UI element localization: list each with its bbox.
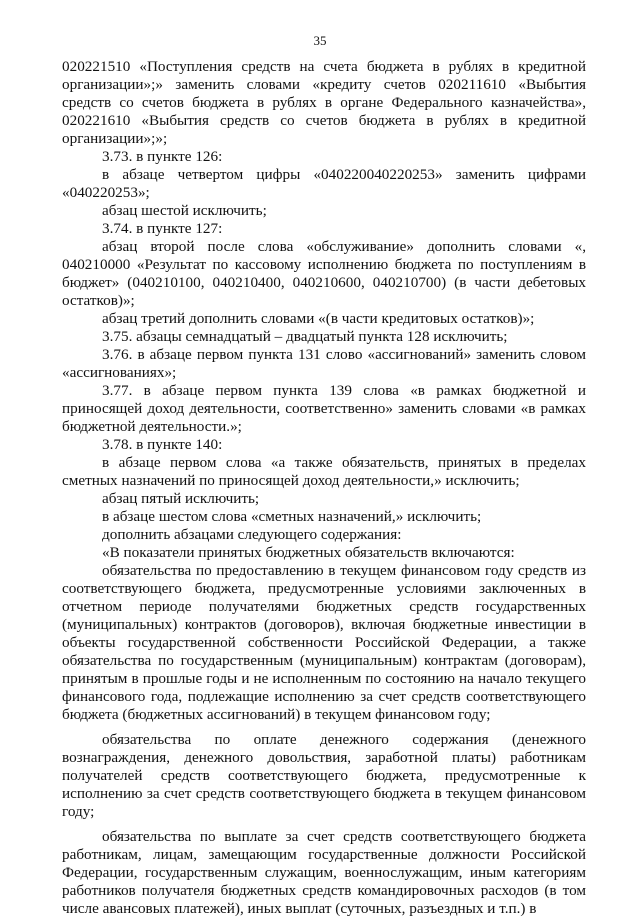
paragraph: обязательства по оплате денежного содержания (денежного вознаграждения, денежного довольствия, заработной платы) работникам получателей средств соответствующего бюджета, предусмотренные к исполнению за счет средств соответствующего бюджета в текущем финансовом году; [62,731,586,820]
paragraph: обязательства по предоставлению в текущем финансовом году средств из соответствующего бюджета, предусмотренные условиями заключенных в отчетном периоде получателями бюджетных средств государственных (муниципальных) контрактов (договоров), включая бюджетные инвестиции в объекты государственной собственности Российской Федерации, а также обязательства по государственным (муниципальным) контрактам (договорам), принятым в прошлые годы и не исполненным по состоянию на начало текущего финансового года, подлежащие исполнению за счет средств соответствующего бюджета (бюджетных ассигнований) в текущем финансовом году; [62,562,586,723]
page-number: 35 [313,33,327,48]
paragraph: 3.74. в пункте 127: [102,220,223,237]
paragraph: 020221510 «Поступления средств на счета бюджета в рублях в кредитной организации»;» заменить словами «кредиту счетов 020211610 «Выбытия средств со счетов бюджета в рублях в органе Федерального казначейства», 020221610 «Выбытия средств со счетов бюджета в рублях в кредитной организации»;»; [62,58,586,147]
paragraph: абзац шестой исключить; [102,202,267,219]
paragraph: дополнить абзацами следующего содержания: [102,526,402,543]
paragraph: обязательства по выплате за счет средств соответствующего бюджета работникам, лицам, замещающим государственные должности Российской Федерации, государственным служащим, военнослужащим, иным категориям работников получателя бюджетных средств командировочных расходов (в том числе авансовых платежей), иных выплат (суточных, разъездных и т.п.) в [62,828,586,917]
paragraph: 3.77. в абзаце первом пункта 139 слова «в рамках бюджетной и приносящей доход деятельности, соответственно» заменить словами «в рамках бюджетной деятельности.»; [62,382,586,435]
paragraph: 3.75. абзацы семнадцатый – двадцатый пункта 128 исключить; [102,328,508,345]
paragraph: «В показатели принятых бюджетных обязательств включаются: [102,544,515,561]
paragraph: 3.73. в пункте 126: [102,148,223,165]
document-body [62,58,586,918]
paragraph: в абзаце четвертом цифры «040220040220253» заменить цифрами «040220253»; [62,166,586,201]
paragraph: абзац второй после слова «обслуживание» дополнить словами «, 040210000 «Результат по кассовому исполнению бюджета по поступлениям в бюджет» (040210100, 040210400, 040210600, 040210700) (в части дебетовых остатков)»; [62,238,586,309]
paragraph: в абзаце первом слова «а также обязательств, принятых в пределах сметных назначений по приносящей доход деятельности,» исключить; [62,454,586,489]
paragraph: 3.76. в абзаце первом пункта 131 слово «ассигнований» заменить словом «ассигнованиях»; [62,346,586,381]
paragraph: абзац пятый исключить; [102,490,260,507]
paragraph: в абзаце шестом слова «сметных назначений,» исключить; [102,508,482,525]
paragraph: абзац третий дополнить словами «(в части кредитовых остатков)»; [102,310,535,327]
paragraph: 3.78. в пункте 140: [102,436,223,453]
